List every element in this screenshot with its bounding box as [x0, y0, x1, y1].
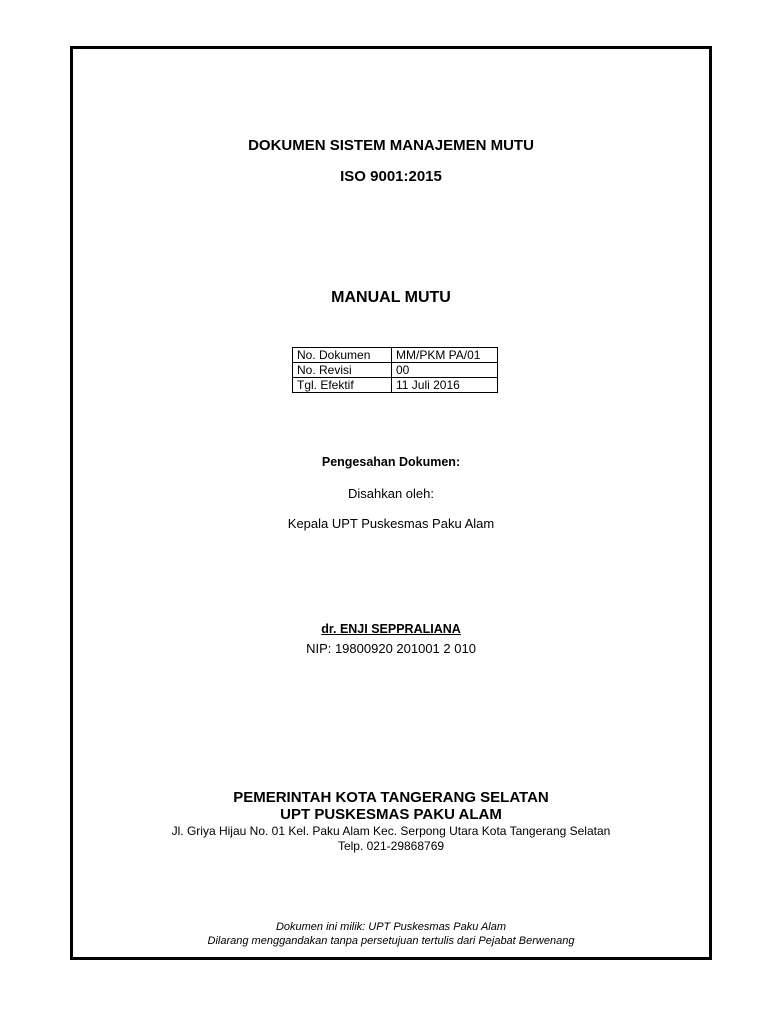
- info-label: No. Revisi: [293, 363, 392, 378]
- unit-name: UPT PUSKESMAS PAKU ALAM: [280, 806, 502, 823]
- government-name: PEMERINTAH KOTA TANGERANG SELATAN: [233, 789, 549, 806]
- approver-position: Kepala UPT Puskesmas Paku Alam: [287, 516, 495, 531]
- table-row: [293, 363, 498, 378]
- restriction-note: Dilarang menggandakan tanpa persetujuan tertulis dari Pejabat Berwenang: [207, 935, 575, 947]
- document-info-table: [292, 347, 498, 393]
- info-label: No. Dokumen: [293, 348, 392, 363]
- approval-heading: Pengesahan Dokumen:: [321, 455, 461, 469]
- iso-standard: ISO 9001:2015: [340, 168, 442, 185]
- table-row: [293, 348, 498, 363]
- approval-by-label: Disahkan oleh:: [348, 486, 434, 501]
- document-heading: DOKUMEN SISTEM MANAJEMEN MUTU: [248, 137, 534, 154]
- phone-line: Telp. 021-29868769: [337, 839, 445, 853]
- address-line: Jl. Griya Hijau No. 01 Kel. Paku Alam Kec. Serpong Utara Kota Tangerang Selatan: [171, 824, 611, 838]
- document-frame: [70, 46, 712, 960]
- approver-name: dr. ENJI SEPPRALIANA: [321, 622, 461, 636]
- document-title: MANUAL MUTU: [331, 289, 451, 306]
- info-value: 00: [392, 363, 498, 378]
- approver-nip: NIP: 19800920 201001 2 010: [306, 641, 476, 656]
- info-value: MM/PKM PA/01: [392, 348, 498, 363]
- ownership-note: Dokumen ini milik: UPT Puskesmas Paku Alam: [275, 921, 507, 933]
- table-row: [293, 378, 498, 393]
- info-value: 11 Juli 2016: [392, 378, 498, 393]
- info-label: Tgl. Efektif: [293, 378, 392, 393]
